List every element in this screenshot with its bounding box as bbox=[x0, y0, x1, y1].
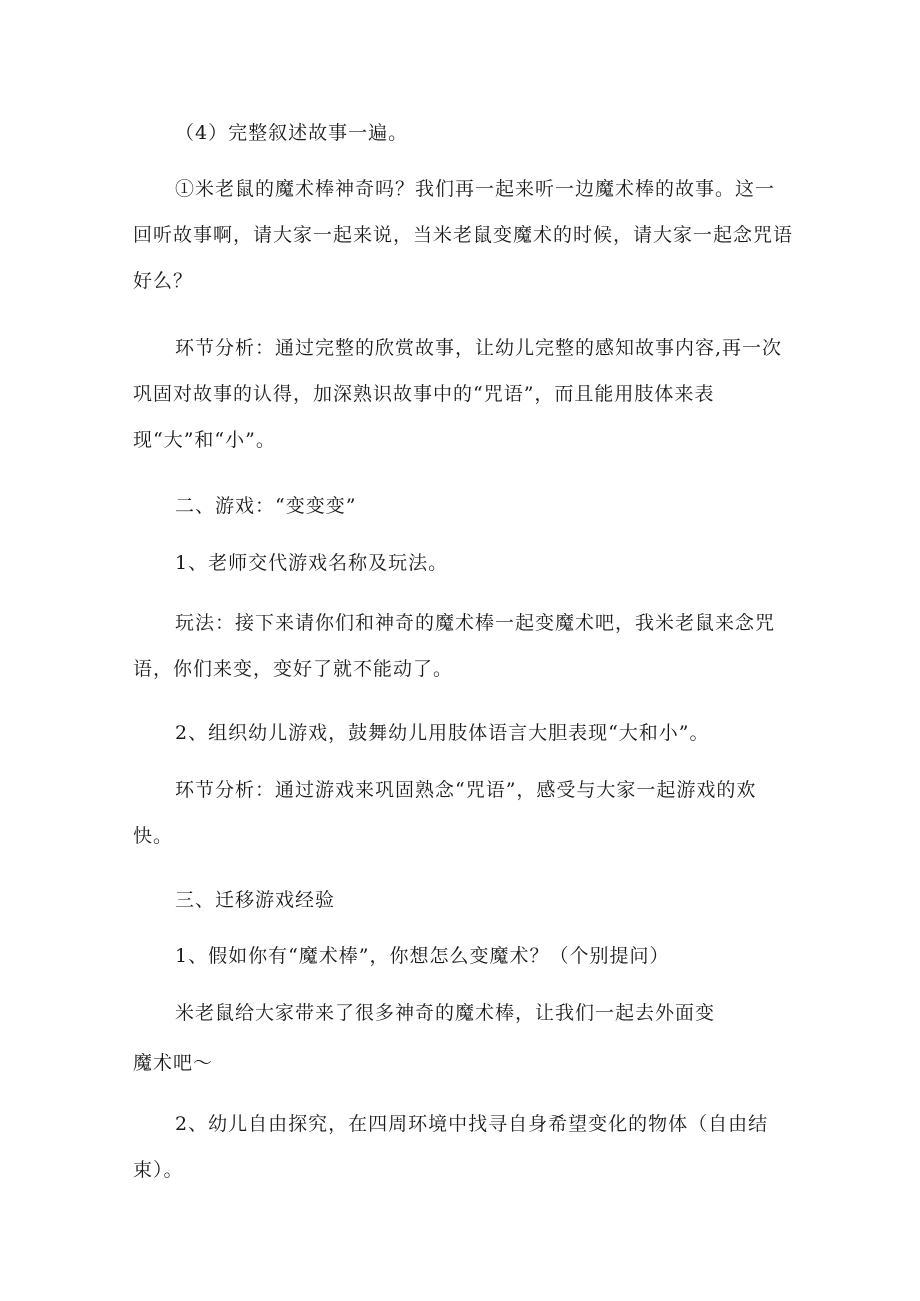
paragraph-analysis-1: 环节分析：通过完整的欣赏故事，让幼儿完整的感知故事内容,再一次巩固对故事的认得，加深熟识故事中的“咒语”，而且能用肢体来表现“大”和“小”。 bbox=[133, 337, 783, 451]
paragraph-game-rules-intro: 1、老师交代游戏名称及玩法。 bbox=[175, 552, 449, 574]
paragraph-free-explore: 2、幼儿自由探究，在四周环境中找寻自身希望变化的物体（自由结束）。 bbox=[133, 1113, 769, 1181]
paragraph-game-rules: 玩法：接下来请你们和神奇的魔术棒一起变魔术吧，我米老鼠来念咒语，你们来变，变好了就不能动了。 bbox=[133, 612, 776, 680]
paragraph-analysis-2: 环节分析：通过游戏来巩固熟念“咒语”，感受与大家一起游戏的欢快。 bbox=[133, 779, 757, 847]
paragraph-mickey-brings-cont: 魔术吧～ bbox=[133, 1052, 214, 1074]
paragraph-mickey-brings: 米老鼠给大家带来了很多神奇的魔术棒，让我们一起去外面变 bbox=[175, 1002, 716, 1024]
heading-transfer: 三、迁移游戏经验 bbox=[175, 889, 336, 911]
paragraph-step-4: （4）完整叙述故事一遍。 bbox=[175, 122, 409, 144]
heading-game: 二、游戏：“变变变” bbox=[175, 495, 357, 517]
paragraph-magic-wand-question: ①米老鼠的魔术棒神奇吗？我们再一起来听一边魔术棒的故事。这一回听故事啊，请大家一起来说，当米老鼠变魔术的时候，请大家一起念咒语好么？ bbox=[133, 178, 794, 292]
paragraph-organize-game: 2、组织幼儿游戏，鼓舞幼儿用肢体语言大胆表现“大和小”。 bbox=[175, 722, 710, 744]
paragraph-question-wand: 1、假如你有“魔术棒”，你想怎么变魔术？（个别提问） bbox=[175, 945, 670, 967]
